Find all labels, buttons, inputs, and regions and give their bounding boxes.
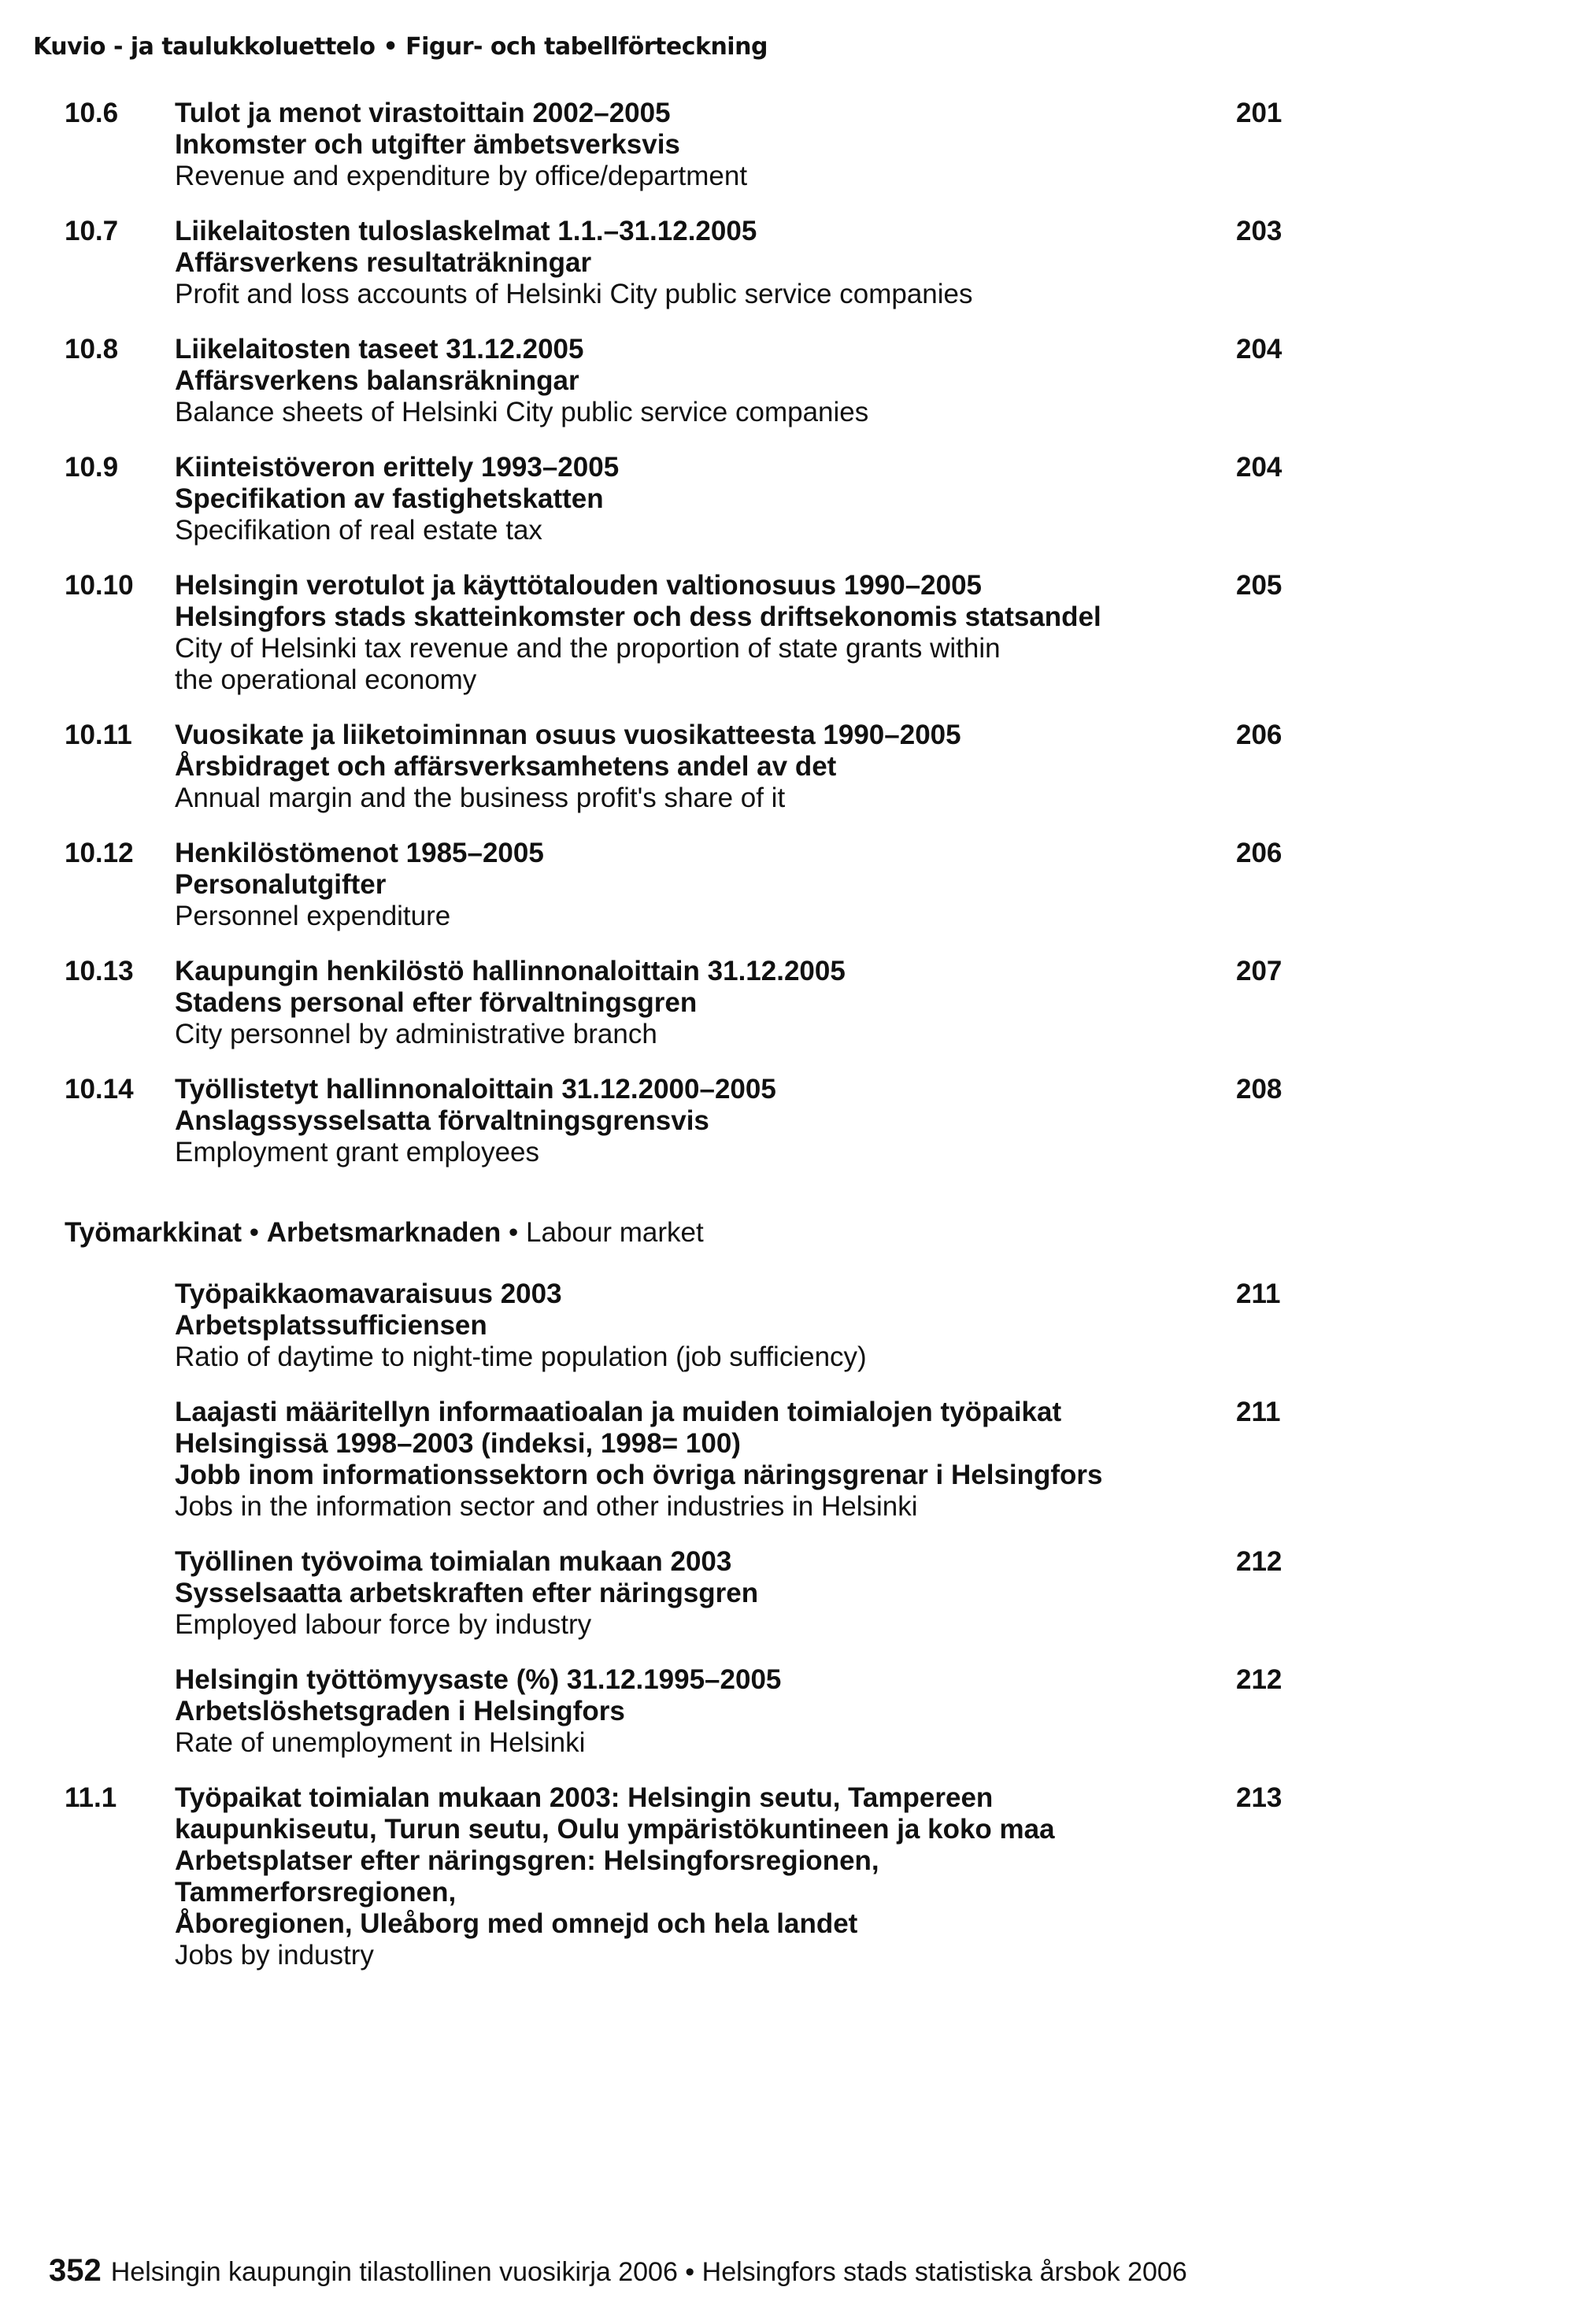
- entry-titles: [175, 1546, 1143, 1641]
- toc-entry[interactable]: [0, 1546, 1573, 1641]
- entry-page-number: 204: [1236, 334, 1282, 365]
- entry-title-en: Jobs by industry: [175, 1940, 374, 1971]
- toc-entry[interactable]: [0, 1782, 1573, 1971]
- entry-title-en: Ratio of daytime to night-time population (job sufficiency): [175, 1341, 867, 1372]
- entry-number: 10.14: [65, 1074, 134, 1105]
- entry-title-en: Annual margin and the business profit's share of it: [175, 783, 786, 813]
- entry-title-fi: kaupunkiseutu, Turun seutu, Oulu ympäristökuntineen ja koko maa: [175, 1814, 1055, 1845]
- section-separator: •: [242, 1217, 267, 1248]
- toc-entry[interactable]: [0, 1664, 1573, 1759]
- entry-number: 10.11: [65, 720, 132, 750]
- entry-title-fi: Helsingin työttömyysaste (%) 31.12.1995–2005: [175, 1664, 782, 1695]
- entry-title-fi: Työpaikat toimialan mukaan 2003: Helsingin seutu, Tampereen: [175, 1782, 994, 1813]
- toc-entry[interactable]: [0, 720, 1573, 814]
- entry-title-fi: Helsingin verotulot ja käyttötalouden valtionosuus 1990–2005: [175, 570, 983, 601]
- entry-title-fi: Liikelaitosten taseet 31.12.2005: [175, 334, 584, 365]
- entry-page-number: 211: [1236, 1397, 1281, 1427]
- entry-title-sv: Affärsverkens resultaträkningar: [175, 247, 592, 278]
- toc-entry[interactable]: [0, 956, 1573, 1050]
- entry-page-number: 204: [1236, 452, 1282, 483]
- entry-list-labour-market: [0, 1279, 1573, 1971]
- entry-title-fi: Kiinteistöveron erittely 1993–2005: [175, 452, 620, 483]
- entry-title-en: the operational economy: [175, 664, 477, 695]
- entry-page-number: 205: [1236, 570, 1282, 601]
- entry-page-number: 201: [1236, 98, 1282, 128]
- entry-title-en: Rate of unemployment in Helsinki: [175, 1727, 586, 1758]
- entry-number: 10.12: [65, 838, 134, 868]
- entry-title-en: Employed labour force by industry: [175, 1609, 592, 1640]
- entry-title-sv: Stadens personal efter förvaltningsgren: [175, 987, 698, 1018]
- toc-entry[interactable]: [0, 838, 1573, 932]
- entry-title-fi: Tulot ja menot virastoittain 2002–2005: [175, 98, 671, 128]
- entry-page-number: 203: [1236, 216, 1282, 246]
- entry-title-fi: Työllistetyt hallinnonaloittain 31.12.2000–2005: [175, 1074, 776, 1105]
- entry-title-sv: Sysselsaatta arbetskraften efter näringsgren: [175, 1578, 759, 1608]
- entry-title-en: Balance sheets of Helsinki City public service companies: [175, 397, 869, 427]
- entry-titles: [175, 452, 1143, 546]
- entry-page-number: 212: [1236, 1664, 1282, 1695]
- page-header: Kuvio - ja taulukkoluettelo • Figur- och tabellförteckning: [33, 33, 768, 61]
- entry-titles: [175, 334, 1143, 428]
- entry-titles: [175, 98, 1143, 192]
- toc-entry[interactable]: [0, 1397, 1573, 1523]
- page-footer: [49, 2253, 1187, 2289]
- entry-title-sv: Jobb inom informationssektorn och övriga näringsgrenar i Helsingfors: [175, 1460, 1103, 1490]
- entry-title-fi: Kaupungin henkilöstö hallinnonaloittain 31.12.2005: [175, 956, 846, 986]
- entry-page-number: 213: [1236, 1782, 1282, 1813]
- entry-titles: [175, 1279, 1143, 1373]
- entry-title-en: Profit and loss accounts of Helsinki City public service companies: [175, 279, 973, 309]
- section-heading-fi: Työmarkkinat: [65, 1217, 242, 1248]
- table-of-contents: [0, 98, 1573, 1995]
- entry-number: 10.6: [65, 98, 119, 128]
- entry-number: 10.10: [65, 570, 134, 601]
- entry-titles: [175, 720, 1143, 814]
- entry-title-fi: Vuosikate ja liiketoiminnan osuus vuosikatteesta 1990–2005: [175, 720, 961, 750]
- entry-title-sv: Årsbidraget och affärsverksamhetens andel av det: [175, 751, 837, 782]
- entry-number: 11.1: [65, 1782, 117, 1813]
- toc-entry[interactable]: [0, 452, 1573, 546]
- entry-number: 10.8: [65, 334, 119, 365]
- entry-titles: [175, 1397, 1143, 1523]
- entry-title-sv: Personalutgifter: [175, 869, 387, 900]
- entry-titles: [175, 1664, 1143, 1759]
- entry-titles: [175, 1782, 1143, 1971]
- section-heading-en: Labour market: [526, 1217, 704, 1248]
- entry-title-sv: Arbetsplatser efter näringsgren: Helsingforsregionen, Tammerforsregionen,: [175, 1845, 879, 1908]
- entry-page-number: 211: [1236, 1279, 1281, 1309]
- footer-publication-title: Helsingin kaupungin tilastollinen vuosikirja 2006 • Helsingfors stads statistiska årsbok 2006: [110, 2257, 1187, 2287]
- toc-entry[interactable]: [0, 98, 1573, 192]
- entry-title-sv: Helsingfors stads skatteinkomster och dess driftsekonomis statsandel: [175, 601, 1101, 632]
- entry-title-sv: Anslagssysselsatta förvaltningsgrensvis: [175, 1105, 709, 1136]
- toc-entry[interactable]: [0, 334, 1573, 428]
- entry-titles: [175, 838, 1143, 932]
- entry-title-fi: Henkilöstömenot 1985–2005: [175, 838, 544, 868]
- entry-title-fi: Työpaikkaomavaraisuus 2003: [175, 1279, 562, 1309]
- entry-number: 10.9: [65, 452, 119, 483]
- entry-page-number: 212: [1236, 1546, 1282, 1577]
- entry-page-number: 207: [1236, 956, 1282, 986]
- entry-page-number: 208: [1236, 1074, 1282, 1105]
- entry-title-en: City personnel by administrative branch: [175, 1019, 657, 1049]
- entry-titles: [175, 570, 1143, 696]
- entry-title-en: Employment grant employees: [175, 1137, 539, 1168]
- footer-page-number: 352: [49, 2253, 102, 2288]
- entry-number: 10.7: [65, 216, 119, 246]
- entry-titles: [175, 216, 1143, 310]
- entry-title-fi: Helsingissä 1998–2003 (indeksi, 1998= 100): [175, 1428, 741, 1459]
- entry-page-number: 206: [1236, 720, 1282, 750]
- toc-entry[interactable]: [0, 216, 1573, 310]
- toc-entry[interactable]: [0, 1279, 1573, 1373]
- entry-page-number: 206: [1236, 838, 1282, 868]
- entry-list-finance: [0, 98, 1573, 1168]
- section-heading-labour-market: [65, 1217, 1573, 1249]
- entry-title-en: Jobs in the information sector and other industries in Helsinki: [175, 1491, 918, 1522]
- entry-title-sv: Arbetslöshetsgraden i Helsingfors: [175, 1696, 625, 1726]
- entry-title-en: Personnel expenditure: [175, 901, 451, 931]
- entry-title-fi: Liikelaitosten tuloslaskelmat 1.1.–31.12.2005: [175, 216, 757, 246]
- toc-entry[interactable]: [0, 1074, 1573, 1168]
- section-separator: •: [501, 1217, 527, 1248]
- section-heading-sv: Arbetsmarknaden: [266, 1217, 502, 1248]
- entry-title-sv: Affärsverkens balansräkningar: [175, 365, 579, 396]
- entry-title-en: Revenue and expenditure by office/department: [175, 161, 748, 191]
- entry-title-en: Specifikation of real estate tax: [175, 515, 542, 546]
- entry-titles: [175, 956, 1143, 1050]
- entry-number: 10.13: [65, 956, 134, 986]
- entry-title-sv: Arbetsplatssufficiensen: [175, 1310, 487, 1341]
- entry-title-sv: Specifikation av fastighetskatten: [175, 483, 604, 514]
- entry-title-en: City of Helsinki tax revenue and the proportion of state grants within: [175, 633, 1001, 664]
- entry-title-fi: Työllinen työvoima toimialan mukaan 2003: [175, 1546, 732, 1577]
- entry-titles: [175, 1074, 1143, 1168]
- entry-title-fi: Laajasti määritellyn informaatioalan ja muiden toimialojen työpaikat: [175, 1397, 1062, 1427]
- entry-title-sv: Åboregionen, Uleåborg med omnejd och hela landet: [175, 1908, 858, 1939]
- entry-title-sv: Inkomster och utgifter ämbetsverksvis: [175, 129, 680, 160]
- toc-entry[interactable]: [0, 570, 1573, 696]
